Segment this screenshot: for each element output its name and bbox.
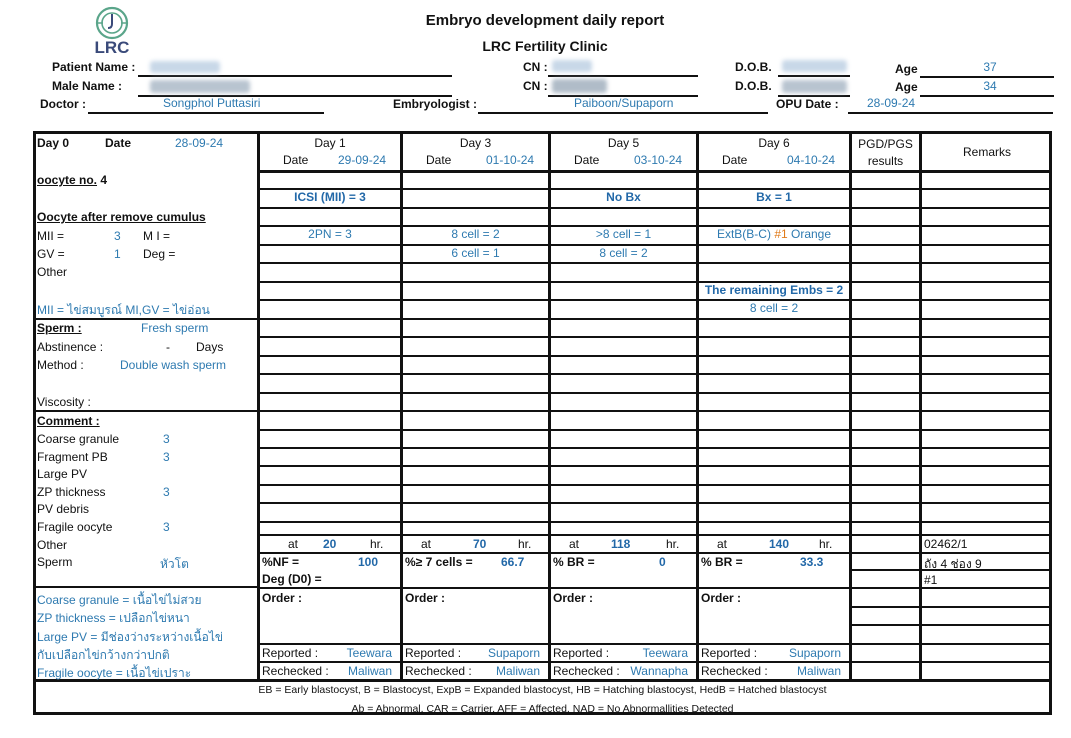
grid-row-line	[257, 170, 1049, 173]
day-date-label: Date	[426, 153, 452, 167]
remarks-row-line	[849, 262, 1052, 264]
remarks-row-line	[849, 281, 1052, 283]
remarks-row-line	[849, 552, 1052, 554]
doctor-name: Songphol Puttasiri	[163, 96, 261, 110]
gv-label: GV =	[37, 247, 65, 261]
remarks-row-line	[849, 355, 1052, 357]
grid-row-line	[257, 429, 849, 431]
remarks-row-line	[849, 465, 1052, 467]
comment-value: 3	[163, 432, 170, 446]
comment-label: Fragment PB	[37, 449, 108, 464]
grid-row-line	[257, 484, 849, 486]
remarks-row-line	[849, 225, 1052, 227]
day-observation	[403, 246, 548, 260]
comment-label: Coarse granule	[37, 432, 120, 446]
hours-value: 70	[473, 537, 487, 551]
day-title: Day 1	[314, 136, 346, 150]
cn-label: CN :	[523, 60, 548, 74]
day-observation	[699, 227, 849, 241]
remarks-row-line	[849, 587, 1052, 589]
grid-row-line	[257, 373, 849, 375]
day-date: 03-10-24	[634, 153, 683, 167]
mii-value: 3	[114, 229, 121, 243]
comment-label: PV debris	[37, 502, 90, 517]
comment-value: 3	[163, 484, 170, 499]
comment-label: Comment :	[37, 414, 100, 428]
redacted-patient-name	[150, 61, 220, 73]
day-observation	[551, 246, 696, 260]
report-title: Embryo development daily report	[425, 12, 665, 29]
redacted-male-dob	[782, 80, 847, 93]
remarks-row-line	[849, 299, 1052, 301]
at-label: at	[569, 537, 580, 551]
oocyte-label: oocyte no.	[37, 173, 98, 187]
method-value: Double wash sperm	[120, 358, 227, 372]
day-observation	[699, 190, 849, 204]
grid-row-line	[257, 661, 849, 663]
glossary-line: กับเปลือกไข่กว้างกว่าปกติ	[37, 647, 170, 662]
grid-row-line	[257, 587, 849, 589]
day-observation	[699, 283, 849, 297]
observation-text: ICSI (MII) = 3	[294, 190, 366, 204]
remarks-row-line	[849, 624, 1052, 626]
comment-value: 3	[163, 520, 170, 534]
hr-label: hr.	[518, 537, 532, 551]
remarks-row-line	[849, 318, 1052, 320]
dob-label: D.O.B.	[735, 60, 772, 74]
oocyte-legend: MII = ไข่สมบูรณ์ MI,GV = ไข่อ่อน	[37, 303, 210, 317]
metric-value: 0	[659, 555, 666, 569]
redacted-dob	[782, 60, 847, 72]
logo-text: LRC	[94, 38, 130, 57]
remarks-row-line	[849, 207, 1052, 209]
other-label: Other	[37, 265, 68, 279]
remarks-row-line	[849, 484, 1052, 486]
observation-text: 8 cell = 2	[451, 227, 500, 241]
rechecked-label: Rechecked :	[405, 664, 472, 678]
sperm-label: Sperm :	[37, 321, 82, 335]
embryologist-label: Embryologist :	[393, 97, 478, 111]
day-observation	[551, 190, 696, 204]
day0-date-label: Date	[105, 136, 132, 150]
rechecked-label: Rechecked :	[553, 664, 620, 678]
day-date: 04-10-24	[787, 153, 836, 167]
remarks-row-line	[849, 429, 1052, 431]
comment-label: ZP thickness	[37, 484, 106, 499]
rechecked-by: Wannapha	[630, 664, 688, 678]
day-observation	[260, 190, 400, 204]
oocyte-no: 4	[100, 173, 108, 187]
redacted-male-name	[150, 80, 250, 93]
remarks-row-line	[849, 447, 1052, 449]
grid-row-line	[257, 534, 849, 536]
remarks-row-line	[849, 244, 1052, 246]
remarks-row-line	[849, 661, 1052, 663]
order-label: Order :	[553, 591, 594, 605]
order-label: Order :	[701, 591, 742, 605]
deg-d0-label: Deg (D0) =	[262, 572, 322, 586]
metric-label: % BR =	[553, 555, 595, 569]
hr-label: hr.	[819, 537, 833, 551]
observation-text: 6 cell = 1	[451, 246, 500, 260]
grid-row-line	[257, 207, 849, 209]
day-date-label: Date	[574, 153, 600, 167]
rechecked-label: Rechecked :	[701, 664, 768, 678]
deg-label: Deg =	[143, 247, 176, 261]
grid-row-line	[257, 552, 849, 554]
rechecked-label: Rechecked :	[262, 664, 329, 678]
reported-by: Teewara	[642, 646, 688, 660]
grid-row-line	[257, 355, 849, 357]
day-title: Day 6	[758, 136, 790, 150]
remark-entry: ถัง 4 ช่อง 9	[924, 557, 982, 571]
mi-label: M I =	[143, 229, 171, 243]
observation-text: Bx = 1	[756, 190, 792, 204]
male-dob-label: D.O.B.	[735, 79, 772, 93]
rechecked-by: Maliwan	[347, 664, 392, 678]
embryo-tag: #1	[774, 227, 788, 241]
reported-by: Teewara	[346, 646, 392, 660]
glossary-line: Large PV = มีช่องว่างระหว่างเนื้อไข่	[37, 629, 224, 644]
mii-label: MII =	[37, 229, 65, 243]
observation-text: 2PN = 3	[308, 227, 352, 241]
order-label: Order :	[262, 591, 303, 605]
hours-value: 118	[611, 537, 631, 551]
male-age-label: Age	[895, 80, 918, 94]
metric-value: 33.3	[800, 555, 824, 569]
day-title: Day 3	[459, 136, 492, 150]
comment-value: 3	[163, 449, 170, 464]
day-observation	[403, 227, 548, 241]
metric-label: %NF =	[262, 555, 300, 569]
hr-label: hr.	[666, 537, 680, 551]
remarks-row-line	[849, 643, 1052, 645]
hours-value: 20	[323, 537, 337, 551]
comment-value: หัวโต	[160, 557, 189, 572]
day0-date: 28-09-24	[175, 136, 224, 150]
day-date: 29-09-24	[338, 153, 387, 167]
male-cn-label: CN :	[523, 79, 548, 93]
viscosity-label: Viscosity :	[37, 395, 91, 409]
observation-text: No Bx	[606, 190, 641, 204]
day-date-label: Date	[283, 153, 309, 167]
remarks-row-line	[849, 534, 1052, 536]
reported-label: Reported :	[553, 646, 610, 660]
remarks-row-line	[849, 392, 1052, 394]
patient-age: 37	[983, 60, 997, 74]
remarks-row-line	[849, 410, 1052, 412]
comment-label: Sperm	[37, 555, 73, 570]
patient-name-label: Patient Name :	[52, 60, 136, 74]
reported-label: Reported :	[262, 646, 319, 660]
grid-row-line	[257, 465, 849, 467]
grid-row-line	[257, 447, 849, 449]
logo-emblem-icon	[92, 6, 132, 40]
footer-legend-blastocyst: EB = Early blastocyst, B = Blastocyst, ExpB = Expanded blastocyst, HB = Hatching blastocyst, HedB = Hatched blastocyst	[258, 684, 827, 696]
clinic-name: LRC Fertility Clinic	[482, 38, 608, 54]
rechecked-by: Maliwan	[796, 664, 841, 678]
metric-label: %≥ 7 cells =	[405, 555, 473, 569]
reported-by: Supaporn	[788, 646, 841, 660]
observation-text: 8 cell = 2	[599, 246, 648, 260]
sperm-type: Fresh sperm	[141, 321, 209, 335]
opu-date-label: OPU Date :	[776, 97, 839, 111]
day0-title: Day 0	[37, 136, 70, 150]
at-label: at	[288, 537, 299, 551]
remarks-row-line	[849, 188, 1052, 190]
opu-date: 28-09-24	[867, 96, 916, 110]
remarks-row-line	[849, 521, 1052, 523]
redacted-male-cn	[552, 79, 607, 93]
male-age: 34	[983, 79, 997, 93]
abstinence-value: -	[166, 340, 170, 354]
grid-row-line	[257, 392, 849, 394]
gv-value: 1	[114, 247, 121, 261]
order-label: Order :	[405, 591, 446, 605]
metric-value: 66.7	[501, 555, 525, 569]
clinic-logo	[92, 6, 132, 58]
grid-row-line	[257, 521, 849, 523]
footer-legend-pgs: Ab = Abnormal, CAR = Carrier, AFF = Affected, NAD = No Abnormallities Detected	[351, 703, 734, 715]
days-label: Days	[196, 340, 224, 354]
grid-row-line	[257, 262, 849, 264]
at-label: at	[421, 537, 432, 551]
at-label: at	[717, 537, 728, 551]
embryologist-name: Paiboon/Supaporn	[574, 96, 674, 110]
comment-label: Other	[37, 537, 68, 552]
glossary-line: ZP thickness = เปลือกไข่หนา	[37, 611, 190, 626]
day-observation	[551, 227, 696, 241]
embryo-tag-color: Orange	[787, 227, 832, 241]
remarks-row-line	[849, 336, 1052, 338]
comment-label: Fragile oocyte	[37, 520, 113, 534]
age-label: Age	[895, 62, 918, 76]
method-label: Method :	[37, 358, 84, 372]
abstinence-label: Abstinence :	[37, 340, 104, 354]
redacted-cn	[552, 60, 592, 72]
observation-text: 8 cell = 2	[749, 301, 799, 315]
grid-row-line	[257, 410, 849, 412]
glossary-line: Coarse granule = เนื้อไข่ไม่สวย	[37, 593, 202, 607]
reported-label: Reported :	[405, 646, 462, 660]
comment-label: Large PV	[37, 467, 88, 482]
rechecked-by: Maliwan	[495, 664, 540, 678]
glossary-line: Fragile oocyte = เนื้อไข่เปราะ	[37, 666, 192, 681]
remark-entry: 02462/1	[924, 537, 968, 551]
grid-row-line	[257, 643, 849, 645]
remarks-row-line	[849, 373, 1052, 375]
hours-value: 140	[769, 537, 790, 551]
reported-by: Supaporn	[487, 646, 540, 660]
day-observation	[699, 301, 849, 315]
reported-label: Reported :	[701, 646, 758, 660]
remarks-header: Remarks	[962, 145, 1011, 159]
day-date-label: Date	[722, 153, 748, 167]
hr-label: hr.	[370, 537, 384, 551]
day-title: Day 5	[607, 136, 640, 150]
observation-text: The remaining Embs = 2	[704, 283, 844, 297]
metric-label: % BR =	[701, 555, 743, 569]
observation-text: >8 cell = 1	[595, 227, 652, 241]
oocyte-count	[37, 173, 107, 187]
grid-row-line	[257, 318, 849, 320]
pgd-header: PGD/PGS results	[858, 137, 913, 168]
grid-row-line	[257, 502, 849, 504]
male-name-label: Male Name :	[52, 79, 123, 93]
metric-value: 100	[358, 555, 379, 569]
observation-text: ExtB(B-C)	[716, 227, 775, 241]
remark-entry: #1	[924, 573, 938, 587]
day-date: 01-10-24	[486, 153, 535, 167]
grid-row-line	[257, 336, 849, 338]
remarks-row-line	[849, 502, 1052, 504]
after-cumulus-heading: Oocyte after remove cumulus	[37, 210, 206, 224]
doctor-label: Doctor :	[40, 97, 86, 111]
remarks-row-line	[849, 606, 1052, 608]
day-observation	[260, 227, 400, 241]
